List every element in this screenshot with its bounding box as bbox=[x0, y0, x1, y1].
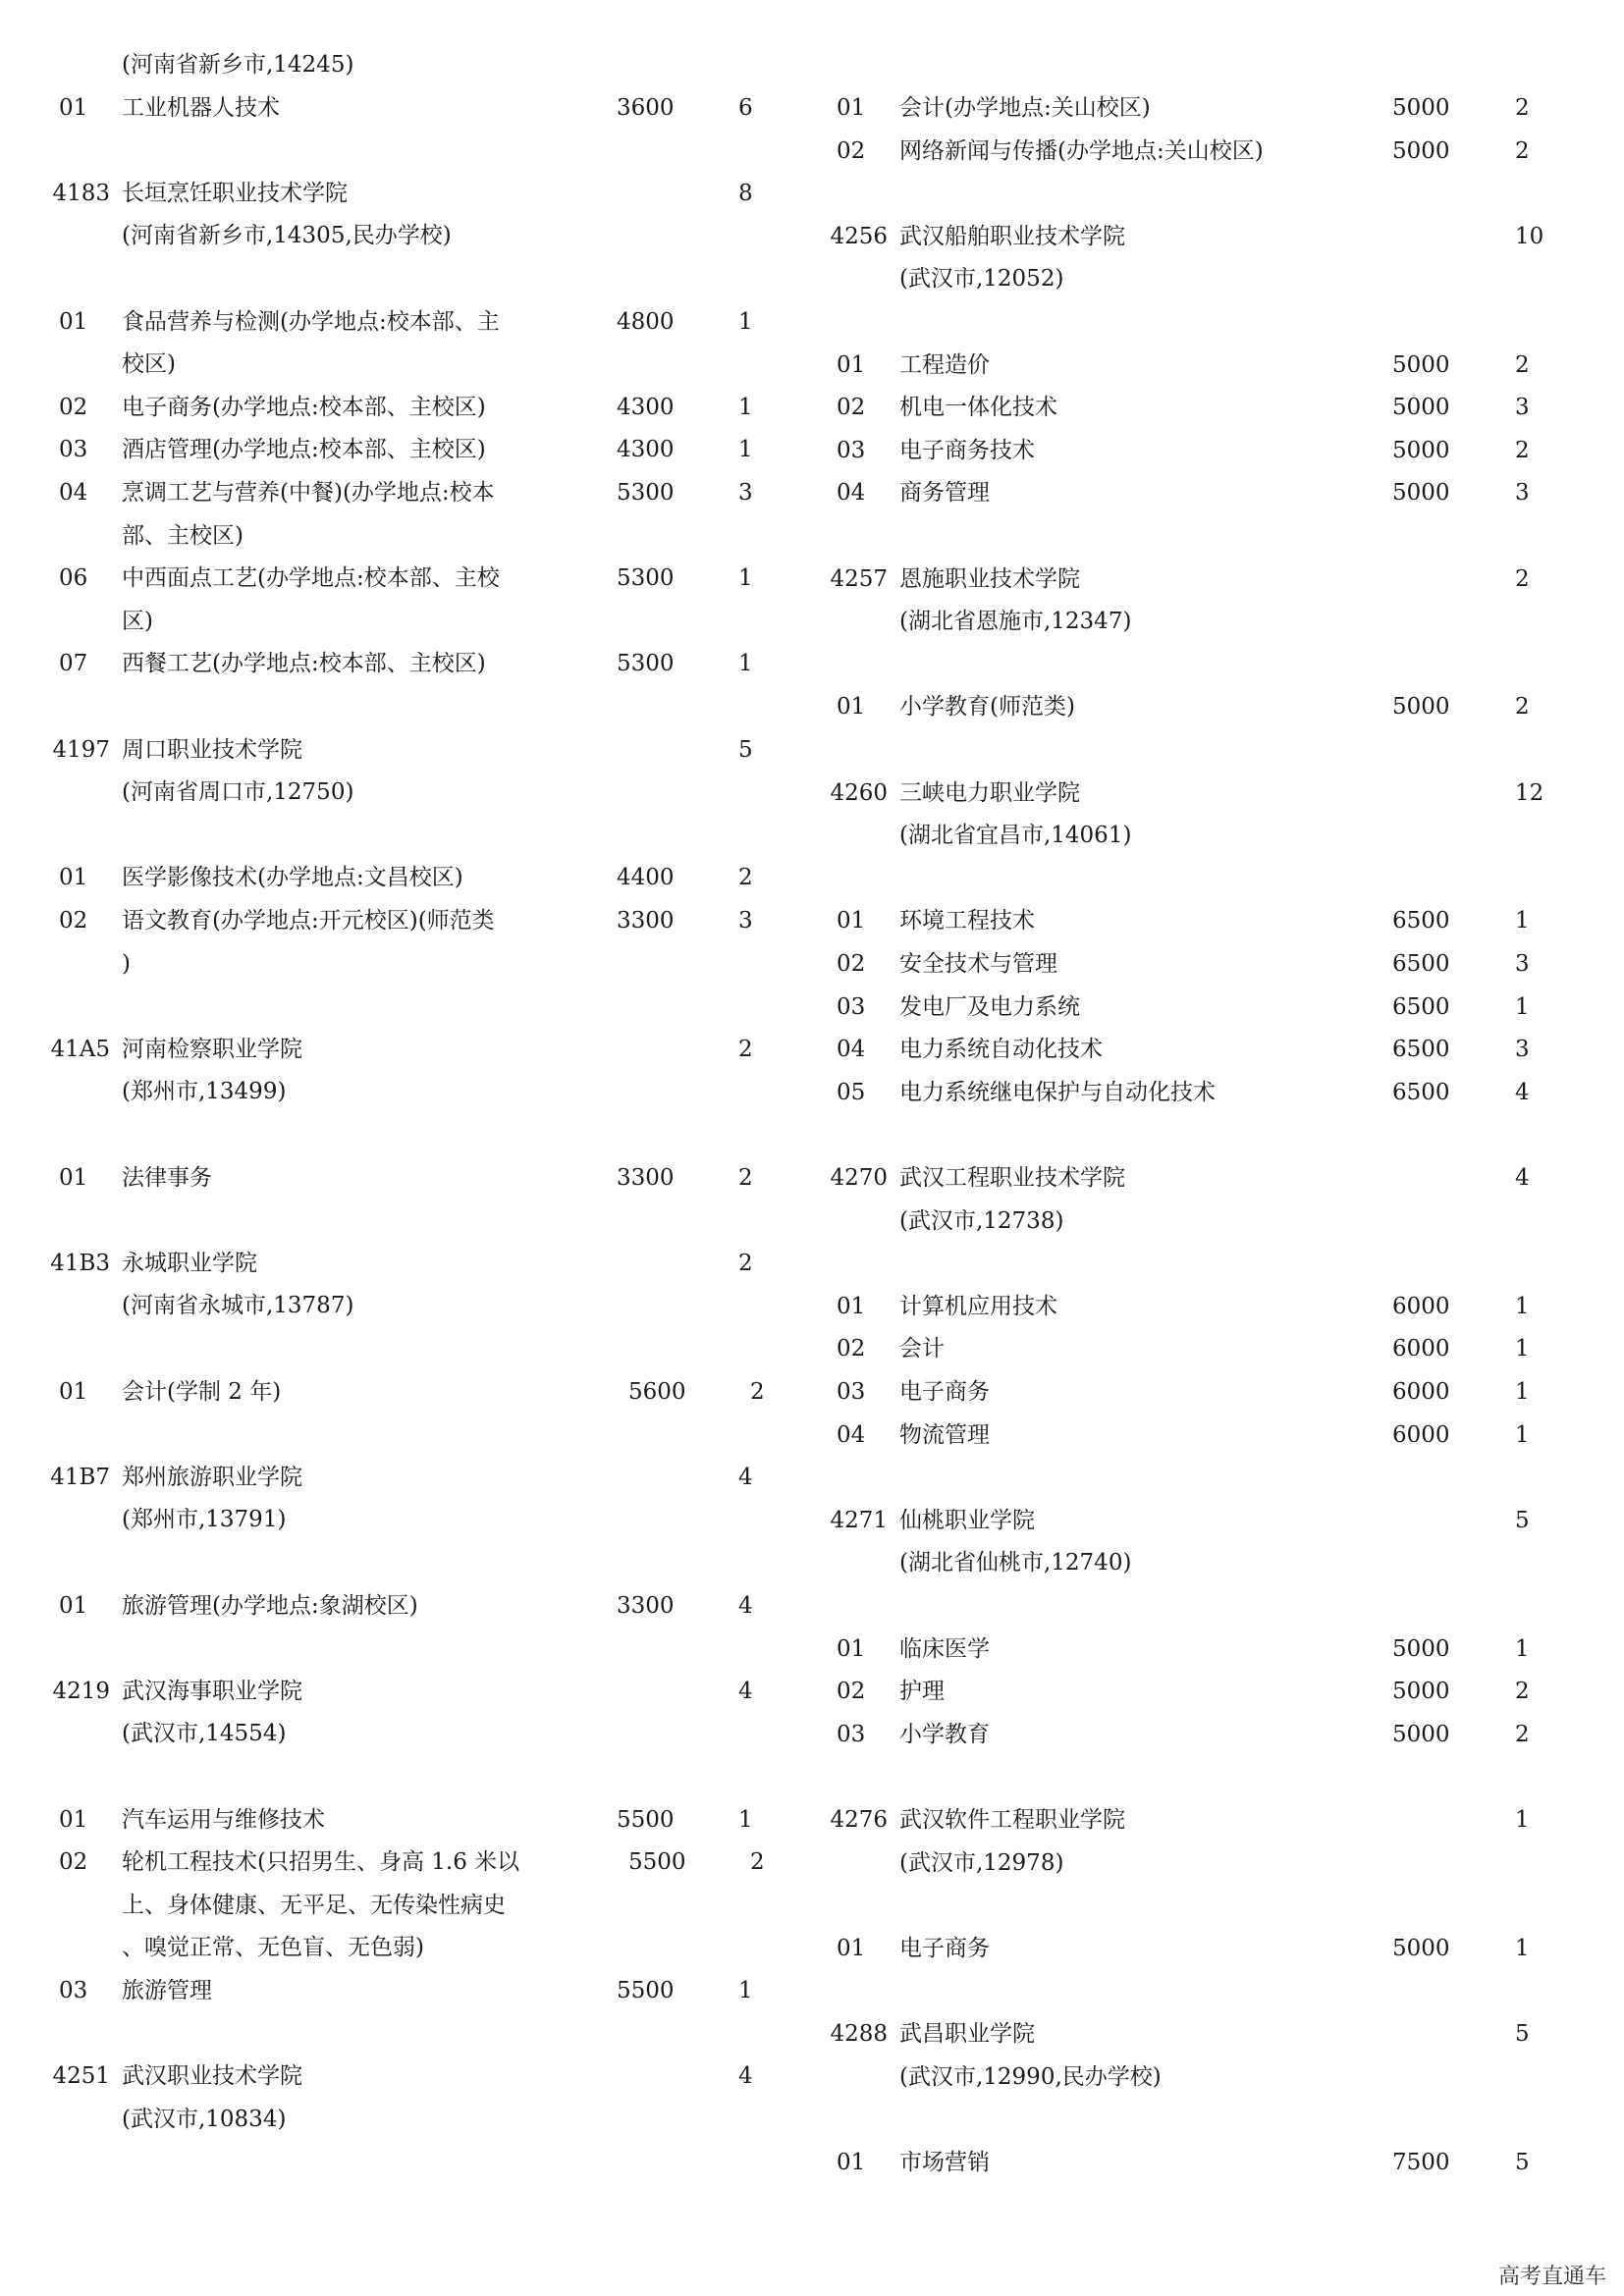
major-code: 01 bbox=[837, 351, 866, 378]
major-tuition: 5000 bbox=[1392, 1935, 1450, 1961]
sub-line: (武汉市,12738) bbox=[899, 1207, 1064, 1234]
major-tuition: 7500 bbox=[1392, 2149, 1450, 2175]
school-plan-count: 5 bbox=[738, 736, 753, 763]
major-tuition: 6500 bbox=[1392, 993, 1450, 1020]
school-code: 4288 bbox=[830, 2021, 888, 2047]
sub-line: ) bbox=[122, 950, 131, 977]
major-name: 发电厂及电力系统 bbox=[899, 993, 1080, 1020]
major-tuition: 5300 bbox=[617, 480, 675, 506]
major-code: 03 bbox=[837, 437, 866, 463]
sub-line: (武汉市,14554) bbox=[122, 1721, 287, 1747]
major-name: 电子商务 bbox=[899, 1379, 990, 1405]
major-code: 04 bbox=[837, 480, 866, 507]
major-name: 物流管理 bbox=[899, 1421, 990, 1448]
major-code: 01 bbox=[59, 308, 88, 335]
school-plan-count: 4 bbox=[738, 2063, 753, 2090]
major-plan-count: 1 bbox=[1515, 1421, 1530, 1448]
school-plan-count: 1 bbox=[1515, 1807, 1530, 1833]
major-name: 护理 bbox=[899, 1679, 945, 1705]
school-name: 三峡电力职业学院 bbox=[899, 779, 1080, 806]
major-name: 机电一体化技术 bbox=[899, 395, 1057, 421]
sub-line: 部、主校区) bbox=[122, 522, 244, 549]
sub-line: (武汉市,12978) bbox=[899, 1849, 1064, 1876]
major-plan-count: 2 bbox=[750, 1849, 765, 1876]
sub-line: (郑州市,13499) bbox=[122, 1079, 287, 1105]
major-name: 网络新闻与传播(办学地点:关山校区) bbox=[899, 137, 1264, 164]
major-tuition: 5000 bbox=[1392, 137, 1450, 164]
major-name: 食品营养与检测(办学地点:校本部、主 bbox=[122, 308, 500, 335]
school-plan-count: 2 bbox=[1515, 565, 1530, 592]
sub-line: (河南省周口市,12750) bbox=[122, 779, 354, 806]
major-tuition: 5000 bbox=[1392, 694, 1450, 721]
school-plan-count: 5 bbox=[1515, 1507, 1530, 1533]
school-name: 周口职业技术学院 bbox=[122, 736, 302, 763]
major-name: 电力系统继电保护与自动化技术 bbox=[899, 1079, 1216, 1105]
major-plan-count: 1 bbox=[738, 565, 753, 592]
major-tuition: 6000 bbox=[1392, 1421, 1450, 1448]
major-name: 旅游管理(办学地点:象湖校区) bbox=[122, 1592, 418, 1619]
major-name: 市场营销 bbox=[899, 2149, 990, 2175]
sub-line: 上、身体健康、无平足、无传染性病史 bbox=[122, 1892, 506, 1918]
major-name: 工业机器人技术 bbox=[122, 94, 280, 121]
school-code: 4183 bbox=[52, 180, 110, 206]
major-tuition: 5000 bbox=[1392, 95, 1450, 121]
major-plan-count: 2 bbox=[1515, 351, 1530, 378]
major-tuition: 6000 bbox=[1392, 1336, 1450, 1362]
major-name: 会计(学制 2 年) bbox=[122, 1378, 282, 1405]
major-name: 会计(办学地点:关山校区) bbox=[899, 95, 1151, 121]
major-name: 小学教育(师范类) bbox=[899, 694, 1075, 721]
major-name: 汽车运用与维修技术 bbox=[122, 1806, 325, 1833]
major-plan-count: 3 bbox=[738, 480, 753, 506]
major-tuition: 6000 bbox=[1392, 1379, 1450, 1405]
major-tuition: 5000 bbox=[1392, 1721, 1450, 1747]
major-name: 酒店管理(办学地点:校本部、主校区) bbox=[122, 437, 486, 463]
major-code: 01 bbox=[837, 1935, 866, 1961]
school-plan-count: 2 bbox=[738, 1036, 753, 1062]
major-plan-count: 1 bbox=[738, 437, 753, 463]
major-code: 03 bbox=[837, 1379, 866, 1405]
major-name: 电力系统自动化技术 bbox=[899, 1037, 1103, 1063]
school-name: 武昌职业学院 bbox=[899, 2021, 1035, 2047]
major-name: 西餐工艺(办学地点:校本部、主校区) bbox=[122, 651, 486, 677]
major-tuition: 4800 bbox=[617, 308, 675, 335]
major-plan-count: 1 bbox=[1515, 1635, 1530, 1662]
major-code: 01 bbox=[837, 1293, 866, 1319]
school-name: 武汉工程职业技术学院 bbox=[899, 1165, 1125, 1191]
major-code: 01 bbox=[837, 2149, 866, 2175]
school-plan-count: 8 bbox=[738, 180, 753, 206]
major-code: 02 bbox=[837, 951, 866, 977]
major-plan-count: 2 bbox=[750, 1378, 765, 1405]
major-code: 02 bbox=[59, 908, 88, 934]
major-tuition: 5500 bbox=[617, 1978, 675, 2003]
major-code: 02 bbox=[837, 1336, 866, 1362]
major-code: 02 bbox=[837, 1679, 866, 1705]
major-plan-count: 1 bbox=[738, 651, 753, 677]
major-code: 03 bbox=[837, 993, 866, 1020]
major-tuition: 5000 bbox=[1392, 1635, 1450, 1662]
major-plan-count: 2 bbox=[1515, 437, 1530, 463]
major-code: 01 bbox=[59, 1164, 88, 1191]
major-plan-count: 1 bbox=[1515, 1935, 1530, 1961]
major-plan-count: 1 bbox=[738, 1978, 753, 2003]
sub-line: 区) bbox=[122, 608, 153, 634]
major-tuition: 5500 bbox=[617, 1806, 675, 1833]
major-plan-count: 2 bbox=[738, 865, 753, 891]
major-name: 电子商务技术 bbox=[899, 437, 1035, 463]
school-name: 武汉海事职业学院 bbox=[122, 1678, 302, 1704]
school-code: 4270 bbox=[830, 1165, 888, 1191]
major-tuition: 3600 bbox=[617, 94, 675, 121]
school-code: 4260 bbox=[830, 779, 888, 806]
sub-line: (河南省永城市,13787) bbox=[122, 1293, 354, 1319]
school-code: 4256 bbox=[830, 223, 888, 249]
major-tuition: 4300 bbox=[617, 437, 675, 463]
major-code: 01 bbox=[59, 1378, 88, 1405]
major-tuition: 3300 bbox=[617, 908, 675, 934]
major-plan-count: 1 bbox=[738, 308, 753, 335]
school-code: 4271 bbox=[830, 1507, 888, 1533]
sub-line: 、嗅觉正常、无色盲、无色弱) bbox=[122, 1935, 424, 1961]
major-tuition: 6500 bbox=[1392, 1079, 1450, 1105]
major-plan-count: 6 bbox=[738, 94, 753, 121]
school-plan-count: 10 bbox=[1515, 223, 1544, 249]
school-plan-count: 5 bbox=[1515, 2021, 1530, 2047]
major-name: 小学教育 bbox=[899, 1721, 990, 1747]
school-code: 41A5 bbox=[50, 1036, 110, 1062]
major-tuition: 5000 bbox=[1392, 437, 1450, 463]
school-name: 武汉船舶职业技术学院 bbox=[899, 223, 1125, 249]
major-name: 轮机工程技术(只招男生、身高 1.6 米以 bbox=[122, 1849, 520, 1876]
major-name: 烹调工艺与营养(中餐)(办学地点:校本 bbox=[122, 480, 495, 506]
major-plan-count: 3 bbox=[1515, 480, 1530, 507]
major-tuition: 4400 bbox=[617, 865, 675, 891]
major-code: 02 bbox=[59, 1849, 88, 1876]
major-plan-count: 1 bbox=[1515, 1379, 1530, 1405]
sub-line: (武汉市,12990,民办学校) bbox=[899, 2063, 1162, 2090]
major-plan-count: 3 bbox=[1515, 1037, 1530, 1063]
school-code: 4251 bbox=[52, 2063, 110, 2090]
school-code: 4276 bbox=[830, 1807, 888, 1833]
major-name: 计算机应用技术 bbox=[899, 1293, 1057, 1319]
major-plan-count: 3 bbox=[1515, 395, 1530, 421]
major-plan-count: 4 bbox=[1515, 1079, 1530, 1105]
school-code: 4219 bbox=[52, 1678, 110, 1704]
major-code: 05 bbox=[837, 1079, 866, 1105]
major-code: 01 bbox=[59, 1806, 88, 1833]
major-name: 法律事务 bbox=[122, 1164, 212, 1191]
school-code: 4257 bbox=[830, 565, 888, 592]
sub-line: (郑州市,13791) bbox=[122, 1507, 287, 1533]
sub-line: (湖北省恩施市,12347) bbox=[899, 609, 1132, 635]
school-name: 武汉职业技术学院 bbox=[122, 2063, 302, 2090]
major-name: 电子商务(办学地点:校本部、主校区) bbox=[122, 394, 486, 420]
major-tuition: 3300 bbox=[617, 1164, 675, 1191]
major-name: 旅游管理 bbox=[122, 1978, 212, 2003]
major-plan-count: 1 bbox=[738, 1806, 753, 1833]
major-name: 会计 bbox=[899, 1336, 945, 1362]
major-name: 工程造价 bbox=[899, 351, 990, 378]
school-plan-count: 4 bbox=[1515, 1165, 1530, 1191]
school-name: 河南检察职业学院 bbox=[122, 1036, 302, 1062]
major-plan-count: 3 bbox=[738, 908, 753, 934]
major-plan-count: 1 bbox=[1515, 993, 1530, 1020]
major-tuition: 5500 bbox=[628, 1849, 686, 1876]
major-code: 01 bbox=[59, 94, 88, 121]
major-code: 03 bbox=[59, 437, 88, 463]
major-tuition: 5000 bbox=[1392, 395, 1450, 421]
major-code: 01 bbox=[837, 908, 866, 934]
school-name: 长垣烹饪职业技术学院 bbox=[122, 180, 348, 206]
major-code: 02 bbox=[837, 137, 866, 164]
major-code: 01 bbox=[837, 694, 866, 721]
watermark: 高考直通车 bbox=[1497, 2265, 1606, 2289]
major-plan-count: 1 bbox=[1515, 908, 1530, 934]
major-plan-count: 2 bbox=[1515, 137, 1530, 164]
major-name: 安全技术与管理 bbox=[899, 951, 1057, 977]
school-plan-count: 4 bbox=[738, 1464, 753, 1490]
major-name: 电子商务 bbox=[899, 1935, 990, 1961]
major-code: 04 bbox=[59, 480, 88, 506]
major-code: 04 bbox=[837, 1037, 866, 1063]
major-code: 01 bbox=[59, 1592, 88, 1619]
sub-line: (武汉市,12052) bbox=[899, 266, 1064, 293]
major-code: 03 bbox=[59, 1978, 88, 2003]
major-tuition: 6500 bbox=[1392, 951, 1450, 977]
school-plan-count: 4 bbox=[738, 1678, 753, 1704]
school-name: 武汉软件工程职业学院 bbox=[899, 1807, 1125, 1833]
major-plan-count: 1 bbox=[1515, 1336, 1530, 1362]
major-tuition: 5300 bbox=[617, 651, 675, 677]
major-tuition: 6500 bbox=[1392, 908, 1450, 934]
sub-line: (湖北省仙桃市,12740) bbox=[899, 1550, 1132, 1576]
major-tuition: 4300 bbox=[617, 394, 675, 420]
major-code: 07 bbox=[59, 651, 88, 677]
sub-line: (河南省新乡市,14245) bbox=[122, 52, 354, 78]
major-tuition: 6000 bbox=[1392, 1293, 1450, 1319]
major-name: 商务管理 bbox=[899, 480, 990, 507]
major-code: 01 bbox=[59, 865, 88, 891]
major-plan-count: 4 bbox=[738, 1592, 753, 1619]
major-plan-count: 5 bbox=[1515, 2149, 1530, 2175]
school-plan-count: 12 bbox=[1515, 779, 1544, 806]
major-name: 医学影像技术(办学地点:文昌校区) bbox=[122, 865, 463, 891]
school-plan-count: 2 bbox=[738, 1250, 753, 1276]
school-name: 永城职业学院 bbox=[122, 1250, 257, 1276]
school-code: 41B3 bbox=[50, 1250, 110, 1276]
major-tuition: 5000 bbox=[1392, 1679, 1450, 1705]
major-tuition: 5600 bbox=[628, 1378, 686, 1405]
major-plan-count: 2 bbox=[738, 1164, 753, 1191]
major-plan-count: 2 bbox=[1515, 1679, 1530, 1705]
major-code: 01 bbox=[837, 95, 866, 121]
major-code: 01 bbox=[837, 1635, 866, 1662]
major-code: 06 bbox=[59, 565, 88, 592]
major-plan-count: 2 bbox=[1515, 95, 1530, 121]
major-name: 临床医学 bbox=[899, 1635, 990, 1662]
school-name: 仙桃职业学院 bbox=[899, 1507, 1035, 1533]
major-plan-count: 3 bbox=[1515, 951, 1530, 977]
major-plan-count: 2 bbox=[1515, 1721, 1530, 1747]
major-name: 语文教育(办学地点:开元校区)(师范类 bbox=[122, 908, 495, 934]
sub-line: (武汉市,10834) bbox=[122, 2106, 287, 2132]
major-tuition: 5300 bbox=[617, 565, 675, 592]
major-tuition: 3300 bbox=[617, 1592, 675, 1619]
school-code: 41B7 bbox=[50, 1464, 110, 1490]
major-tuition: 5000 bbox=[1392, 351, 1450, 378]
major-tuition: 6500 bbox=[1392, 1037, 1450, 1063]
major-plan-count: 1 bbox=[1515, 1293, 1530, 1319]
school-name: 恩施职业技术学院 bbox=[899, 565, 1080, 592]
school-code: 4197 bbox=[52, 736, 110, 763]
major-plan-count: 1 bbox=[738, 394, 753, 420]
sub-line: 校区) bbox=[122, 351, 176, 378]
major-plan-count: 2 bbox=[1515, 694, 1530, 721]
major-code: 03 bbox=[837, 1721, 866, 1747]
sub-line: (湖北省宜昌市,14061) bbox=[899, 823, 1132, 849]
sub-line: (河南省新乡市,14305,民办学校) bbox=[122, 223, 452, 249]
school-name: 郑州旅游职业学院 bbox=[122, 1464, 302, 1490]
major-name: 中西面点工艺(办学地点:校本部、主校 bbox=[122, 565, 500, 592]
major-name: 环境工程技术 bbox=[899, 908, 1035, 934]
major-code: 02 bbox=[59, 394, 88, 420]
major-code: 04 bbox=[837, 1421, 866, 1448]
major-code: 02 bbox=[837, 395, 866, 421]
major-tuition: 5000 bbox=[1392, 480, 1450, 507]
